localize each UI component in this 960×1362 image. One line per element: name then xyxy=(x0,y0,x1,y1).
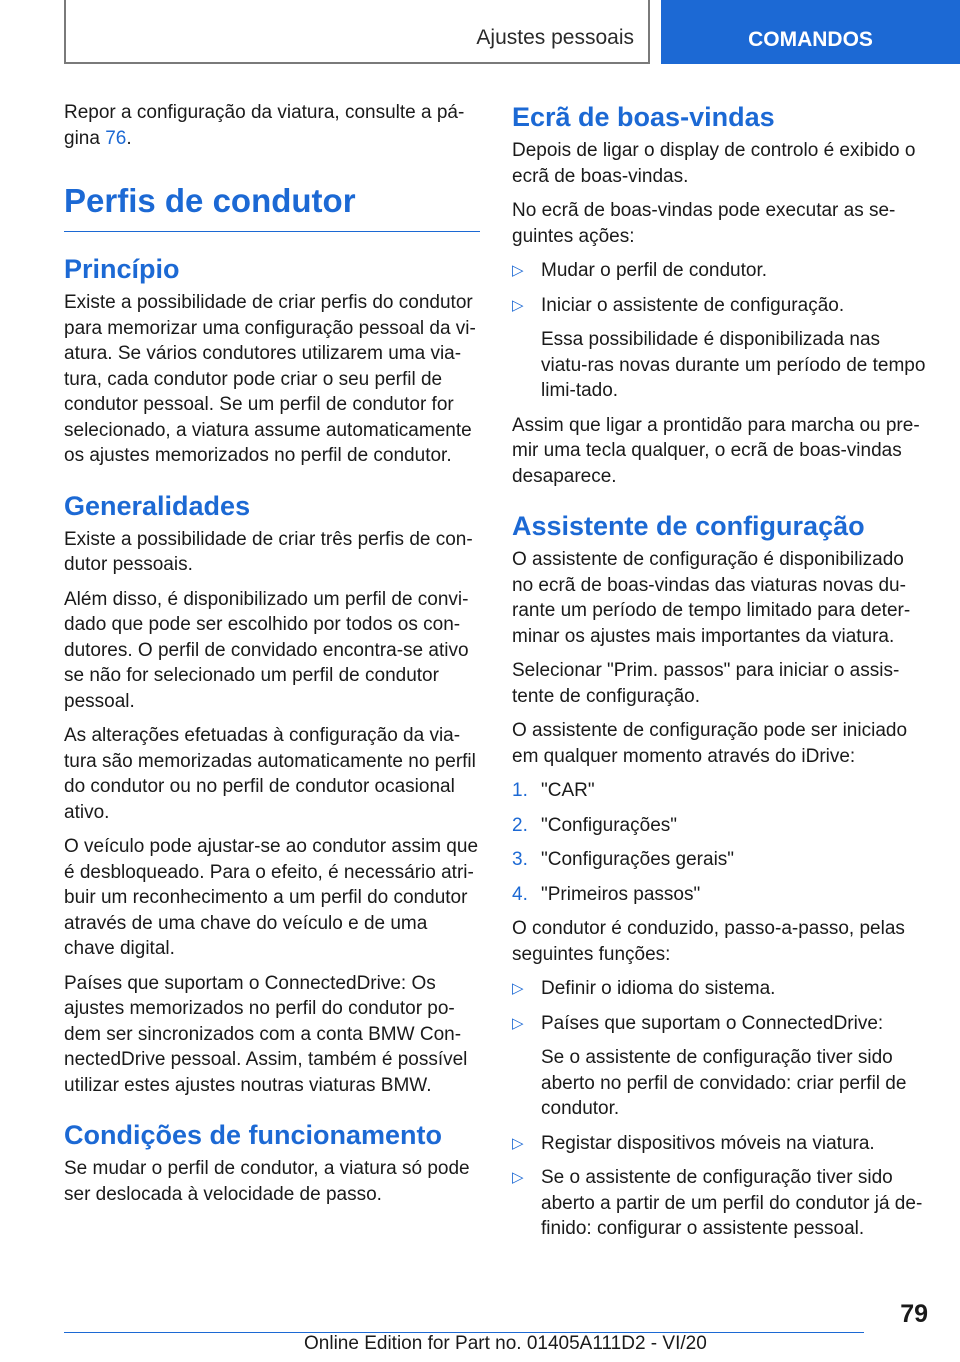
list-item: ▷ Registar dispositivos móveis na viatura. xyxy=(512,1131,928,1157)
right-column xyxy=(512,100,928,1251)
paragraph: Países que suportam o ConnectedDrive: Os ajustes memorizados no perfil do condutor po-dem ser sincronizados com a conta BMW Con-nectedDrive pessoal. Assim, também é possível utilizar estes ajustes noutras viaturas BMW. xyxy=(64,972,468,1096)
paragraph: Existe a possibilidade de criar três perfis de con-dutor pessoais. xyxy=(64,528,473,575)
list-item: ▷ Mudar o perfil de condutor. xyxy=(512,258,928,284)
numbered-steps xyxy=(512,778,928,907)
list-item: ▷ Definir o idioma do sistema. xyxy=(512,976,928,1002)
section-heading-condicoes: Condições de funcionamento xyxy=(64,1120,443,1150)
step-number: 2. xyxy=(512,814,528,836)
paragraph: No ecrã de boas-vindas pode executar as se-guintes ações: xyxy=(512,200,896,247)
list-item: ▷ Se o assistente de configuração tiver sido aberto a partir de um perfil do condutor já de-finido: configurar o assistente pessoal. xyxy=(512,1167,923,1239)
paragraph: As alterações efetuadas à configuração da via-tura são memorizadas automaticamente no perfil do condutor ou no perfil de condutor ocasional ativo. xyxy=(64,725,476,823)
section-heading-generalidades: Generalidades xyxy=(64,490,251,521)
bullet-list xyxy=(512,258,928,404)
paragraph: Se mudar o perfil de condutor, a viatura só pode ser deslocada à velocidade de passo. xyxy=(64,1158,470,1205)
section-heading-principio: Princípio xyxy=(64,254,180,284)
triangle-bullet-icon: ▷ xyxy=(512,296,524,314)
section-title: Ajustes pessoais xyxy=(476,26,634,49)
list-item-note: Essa possibilidade é disponibilizada nas viatu-ras novas durante um período de tempo limi-tado. xyxy=(541,329,926,401)
triangle-bullet-icon: ▷ xyxy=(512,1014,524,1032)
triangle-bullet-icon: ▷ xyxy=(512,1134,524,1152)
step-item: 3. "Configurações gerais" xyxy=(512,847,928,873)
step-item: 4. "Primeiros passos" xyxy=(512,882,928,908)
paragraph: Existe a possibilidade de criar perfis do condutor para memorizar uma configuração pessoal da vi-atura. Se vários condutores utilizarem uma via-tura, cada condutor pode criar o seu perfil de condutor pessoal. Se um perfil de condutor for selecionado, a viatura assume automaticamente os ajustes memorizados no perfil de condutor. xyxy=(64,292,476,466)
section-header xyxy=(64,0,650,64)
chapter-tab xyxy=(661,0,960,64)
paragraph: Além disso, é disponibilizado um perfil de convi-dado que pode ser escolhido por todos os con-dutores. O perfil de convidado encontra-se ativo se não for selecionado um perfil de condutor pessoal. xyxy=(64,588,469,712)
triangle-bullet-icon: ▷ xyxy=(512,262,524,279)
section-heading-assistente: Assistente de configuração xyxy=(512,511,865,541)
list-item-note: Se o assistente de configuração tiver sido aberto no perfil de convidado: criar perfil de condutor. xyxy=(541,1047,907,1119)
triangle-bullet-icon: ▷ xyxy=(512,1169,524,1186)
step-number: 1. xyxy=(512,780,528,801)
bullet-list xyxy=(512,976,928,1242)
paragraph: O condutor é conduzido, passo-a-passo, pelas seguintes funções: xyxy=(512,918,905,965)
intro-paragraph: Repor a configuração da viatura, consulte a pá-gina 76. xyxy=(64,102,465,149)
paragraph: O assistente de configuração pode ser iniciado em qualquer momento através do iDrive: xyxy=(512,720,908,767)
paragraph: Assim que ligar a prontidão para marcha ou pre-mir uma tecla qualquer, o ecrã de boas-vindas desaparece. xyxy=(512,414,920,487)
paragraph: Depois de ligar o display de controlo é exibido o ecrã de boas-vindas. xyxy=(512,140,916,187)
section-heading-ecra-boas-vindas: Ecrã de boas-vindas xyxy=(512,102,775,132)
paragraph: Selecionar "Prim. passos" para iniciar o assis-tente de configuração. xyxy=(512,660,900,707)
list-item: ▷ Iniciar o assistente de configuração. Essa possibilidade é disponibilizada nas viatu-ras novas durante um período de tempo limi-tado. xyxy=(512,293,928,404)
left-column xyxy=(64,100,480,1216)
paragraph: O assistente de configuração é disponibilizado no ecrã de boas-vindas das viaturas novas du-rante um período de tempo limitado para deter-minar os ajustes mais importantes da viatura. xyxy=(512,549,911,647)
paragraph: O veículo pode ajustar-se ao condutor assim que é desbloqueado. Para o efeito, é necessário atri-buir um reconhecimento a um perfil do condutor através de uma chave do veículo e de uma chave digital. xyxy=(64,836,479,959)
chapter-title-heading: Perfis de condutor xyxy=(64,181,480,232)
step-item: 1. "CAR" xyxy=(512,778,928,804)
page-number: 79 xyxy=(900,1300,928,1328)
step-number: 4. xyxy=(512,883,528,905)
list-item: ▷ Países que suportam o ConnectedDrive: Se o assistente de configuração tiver sido aberto no perfil de convidado: criar perfil de condutor. xyxy=(512,1011,928,1122)
footer-edition-text: Online Edition for Part no. 01405A111D2 - VI/20 xyxy=(304,1333,707,1354)
step-item: 2. "Configurações" xyxy=(512,813,928,839)
chapter-title: COMANDOS xyxy=(748,28,873,51)
page-reference-link[interactable]: 76 xyxy=(105,127,127,149)
triangle-bullet-icon: ▷ xyxy=(512,980,524,997)
step-number: 3. xyxy=(512,849,528,870)
